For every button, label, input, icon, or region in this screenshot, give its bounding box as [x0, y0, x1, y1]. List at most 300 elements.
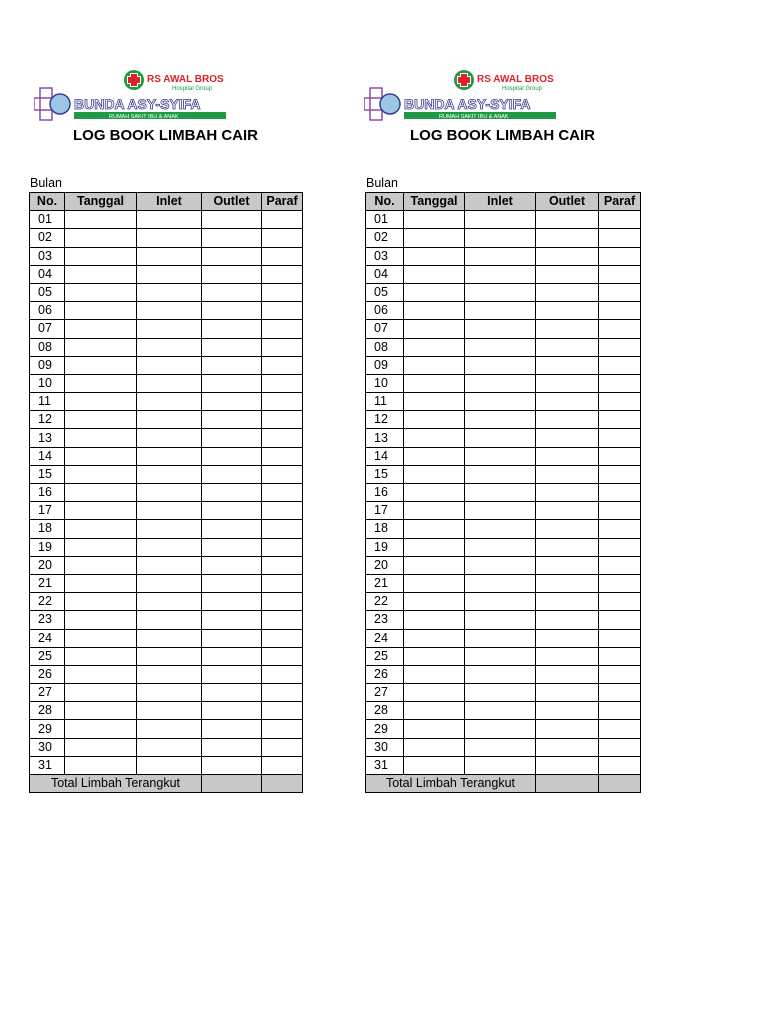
outlet-cell[interactable] [536, 229, 599, 247]
outlet-cell[interactable] [202, 684, 262, 702]
table-row [366, 684, 641, 702]
paraf-cell[interactable] [599, 265, 641, 283]
inlet-cell[interactable] [465, 411, 536, 429]
table-row [30, 538, 303, 556]
tanggal-cell[interactable] [65, 374, 137, 392]
row-number: 09 [366, 356, 404, 374]
outlet-cell[interactable] [202, 356, 262, 374]
tanggal-cell[interactable] [404, 665, 465, 683]
inlet-cell[interactable] [465, 647, 536, 665]
outlet-cell[interactable] [536, 429, 599, 447]
paraf-cell[interactable] [599, 229, 641, 247]
paraf-cell[interactable] [262, 320, 303, 338]
tanggal-cell[interactable] [65, 520, 137, 538]
tanggal-cell[interactable] [65, 647, 137, 665]
tanggal-cell[interactable] [65, 738, 137, 756]
inlet-cell[interactable] [465, 265, 536, 283]
inlet-cell[interactable] [465, 556, 536, 574]
row-number: 05 [30, 283, 65, 301]
paraf-cell[interactable] [599, 684, 641, 702]
table-row [30, 738, 303, 756]
outlet-cell[interactable] [536, 502, 599, 520]
inlet-cell[interactable] [137, 756, 202, 774]
outlet-cell[interactable] [202, 756, 262, 774]
inlet-cell[interactable] [465, 611, 536, 629]
tanggal-cell[interactable] [65, 720, 137, 738]
paraf-cell[interactable] [262, 265, 303, 283]
tanggal-cell[interactable] [65, 320, 137, 338]
tanggal-cell[interactable] [65, 665, 137, 683]
row-number: 15 [30, 465, 65, 483]
paraf-cell[interactable] [599, 356, 641, 374]
tanggal-cell[interactable] [404, 520, 465, 538]
tanggal-cell[interactable] [65, 265, 137, 283]
paraf-cell[interactable] [262, 538, 303, 556]
outlet-cell[interactable] [536, 738, 599, 756]
paraf-cell[interactable] [262, 647, 303, 665]
table-row [366, 356, 641, 374]
tanggal-cell[interactable] [65, 283, 137, 301]
tanggal-cell[interactable] [404, 356, 465, 374]
tanggal-cell[interactable] [65, 611, 137, 629]
brand-main-text: BUNDA ASY-SYIFA [404, 96, 531, 112]
outlet-cell[interactable] [536, 465, 599, 483]
inlet-cell[interactable] [137, 665, 202, 683]
outlet-cell[interactable] [202, 484, 262, 502]
paraf-cell[interactable] [262, 556, 303, 574]
outlet-cell[interactable] [536, 265, 599, 283]
tanggal-cell[interactable] [65, 393, 137, 411]
paraf-cell[interactable] [262, 738, 303, 756]
outlet-cell[interactable] [536, 302, 599, 320]
outlet-cell[interactable] [202, 647, 262, 665]
paraf-cell[interactable] [262, 593, 303, 611]
inlet-cell[interactable] [137, 247, 202, 265]
tanggal-cell[interactable] [65, 484, 137, 502]
paraf-cell[interactable] [599, 593, 641, 611]
outlet-cell[interactable] [536, 593, 599, 611]
table-row [30, 484, 303, 502]
inlet-cell[interactable] [465, 665, 536, 683]
total-row [366, 775, 641, 793]
inlet-cell[interactable] [137, 611, 202, 629]
paraf-cell[interactable] [599, 665, 641, 683]
outlet-cell[interactable] [202, 593, 262, 611]
tanggal-cell[interactable] [404, 338, 465, 356]
row-number: 03 [366, 247, 404, 265]
outlet-cell[interactable] [536, 247, 599, 265]
table-row [366, 283, 641, 301]
inlet-cell[interactable] [465, 756, 536, 774]
tanggal-cell[interactable] [65, 556, 137, 574]
tanggal-cell[interactable] [404, 629, 465, 647]
outlet-cell[interactable] [536, 393, 599, 411]
paraf-cell[interactable] [599, 738, 641, 756]
total-label: Total Limbah Terangkut [30, 775, 202, 793]
paraf-cell[interactable] [599, 465, 641, 483]
paraf-cell[interactable] [262, 283, 303, 301]
tanggal-cell[interactable] [65, 356, 137, 374]
table-row [366, 302, 641, 320]
inlet-cell[interactable] [465, 320, 536, 338]
tanggal-cell[interactable] [65, 447, 137, 465]
inlet-cell[interactable] [465, 247, 536, 265]
inlet-cell[interactable] [465, 538, 536, 556]
inlet-cell[interactable] [137, 538, 202, 556]
tanggal-cell[interactable] [65, 629, 137, 647]
paraf-cell[interactable] [262, 611, 303, 629]
inlet-cell[interactable] [465, 338, 536, 356]
outlet-cell[interactable] [202, 320, 262, 338]
paraf-cell[interactable] [599, 520, 641, 538]
inlet-cell[interactable] [465, 229, 536, 247]
outlet-cell[interactable] [536, 283, 599, 301]
paraf-cell[interactable] [262, 374, 303, 392]
inlet-cell[interactable] [137, 720, 202, 738]
paraf-cell[interactable] [262, 665, 303, 683]
outlet-cell[interactable] [536, 629, 599, 647]
tanggal-cell[interactable] [404, 556, 465, 574]
outlet-cell[interactable] [202, 429, 262, 447]
inlet-cell[interactable] [465, 211, 536, 229]
paraf-cell[interactable] [599, 393, 641, 411]
outlet-cell[interactable] [202, 465, 262, 483]
paraf-cell[interactable] [599, 629, 641, 647]
outlet-cell[interactable] [202, 574, 262, 592]
outlet-cell[interactable] [202, 502, 262, 520]
inlet-cell[interactable] [465, 302, 536, 320]
table-row [30, 465, 303, 483]
outlet-cell[interactable] [536, 720, 599, 738]
paraf-cell[interactable] [599, 411, 641, 429]
inlet-cell[interactable] [137, 265, 202, 283]
outlet-cell[interactable] [536, 538, 599, 556]
paraf-cell[interactable] [262, 411, 303, 429]
paraf-cell[interactable] [262, 393, 303, 411]
outlet-cell[interactable] [202, 211, 262, 229]
table-row [366, 556, 641, 574]
row-number: 23 [30, 611, 65, 629]
tanggal-cell[interactable] [404, 374, 465, 392]
inlet-cell[interactable] [465, 484, 536, 502]
row-number: 12 [366, 411, 404, 429]
tanggal-cell[interactable] [404, 229, 465, 247]
paraf-cell[interactable] [599, 338, 641, 356]
inlet-cell[interactable] [137, 447, 202, 465]
inlet-cell[interactable] [137, 484, 202, 502]
paraf-cell[interactable] [262, 211, 303, 229]
inlet-cell[interactable] [137, 229, 202, 247]
paraf-cell[interactable] [262, 629, 303, 647]
inlet-cell[interactable] [465, 374, 536, 392]
tanggal-cell[interactable] [404, 593, 465, 611]
tanggal-cell[interactable] [404, 502, 465, 520]
paraf-cell[interactable] [262, 447, 303, 465]
table-row [366, 484, 641, 502]
col-header-inlet: Inlet [465, 193, 536, 211]
inlet-cell[interactable] [465, 447, 536, 465]
outlet-cell[interactable] [202, 665, 262, 683]
inlet-cell[interactable] [137, 356, 202, 374]
table-row [366, 465, 641, 483]
inlet-cell[interactable] [137, 411, 202, 429]
table-row [30, 283, 303, 301]
outlet-cell[interactable] [202, 702, 262, 720]
tanggal-cell[interactable] [404, 302, 465, 320]
outlet-cell[interactable] [202, 556, 262, 574]
table-row [366, 247, 641, 265]
outlet-cell[interactable] [536, 574, 599, 592]
tanggal-cell[interactable] [404, 447, 465, 465]
inlet-cell[interactable] [465, 283, 536, 301]
paraf-cell[interactable] [262, 484, 303, 502]
total-outlet-cell[interactable] [536, 775, 599, 793]
tanggal-cell[interactable] [65, 502, 137, 520]
inlet-cell[interactable] [465, 520, 536, 538]
table-row [366, 211, 641, 229]
tanggal-cell[interactable] [65, 211, 137, 229]
outlet-cell[interactable] [536, 684, 599, 702]
row-number: 19 [30, 538, 65, 556]
inlet-cell[interactable] [137, 393, 202, 411]
paraf-cell[interactable] [262, 465, 303, 483]
row-number: 17 [30, 502, 65, 520]
outlet-cell[interactable] [202, 338, 262, 356]
inlet-cell[interactable] [137, 593, 202, 611]
inlet-cell[interactable] [465, 684, 536, 702]
inlet-cell[interactable] [137, 502, 202, 520]
paraf-cell[interactable] [262, 338, 303, 356]
tanggal-cell[interactable] [65, 302, 137, 320]
row-number: 07 [366, 320, 404, 338]
paraf-cell[interactable] [599, 538, 641, 556]
paraf-cell[interactable] [262, 429, 303, 447]
tanggal-cell[interactable] [404, 465, 465, 483]
paraf-cell[interactable] [262, 247, 303, 265]
paraf-cell[interactable] [262, 502, 303, 520]
paraf-cell[interactable] [599, 574, 641, 592]
tanggal-cell[interactable] [404, 393, 465, 411]
inlet-cell[interactable] [465, 702, 536, 720]
paraf-cell[interactable] [599, 320, 641, 338]
paraf-cell[interactable] [599, 283, 641, 301]
table-row [366, 265, 641, 283]
tanggal-cell[interactable] [65, 702, 137, 720]
paraf-cell[interactable] [599, 611, 641, 629]
inlet-cell[interactable] [465, 502, 536, 520]
tanggal-cell[interactable] [65, 538, 137, 556]
outlet-cell[interactable] [202, 611, 262, 629]
outlet-cell[interactable] [202, 738, 262, 756]
table-row [366, 538, 641, 556]
outlet-cell[interactable] [536, 338, 599, 356]
tanggal-cell[interactable] [404, 756, 465, 774]
paraf-cell[interactable] [262, 229, 303, 247]
paraf-cell[interactable] [262, 520, 303, 538]
outlet-cell[interactable] [536, 211, 599, 229]
inlet-cell[interactable] [137, 302, 202, 320]
inlet-cell[interactable] [465, 393, 536, 411]
inlet-cell[interactable] [465, 738, 536, 756]
outlet-cell[interactable] [536, 756, 599, 774]
outlet-cell[interactable] [202, 629, 262, 647]
paraf-cell[interactable] [262, 684, 303, 702]
outlet-cell[interactable] [202, 720, 262, 738]
tanggal-cell[interactable] [65, 411, 137, 429]
paraf-cell[interactable] [599, 502, 641, 520]
table-row [366, 720, 641, 738]
tanggal-cell[interactable] [404, 647, 465, 665]
outlet-cell[interactable] [536, 484, 599, 502]
tanggal-cell[interactable] [404, 611, 465, 629]
paraf-cell[interactable] [599, 374, 641, 392]
outlet-cell[interactable] [536, 520, 599, 538]
paraf-cell[interactable] [599, 302, 641, 320]
inlet-cell[interactable] [465, 429, 536, 447]
inlet-cell[interactable] [137, 684, 202, 702]
inlet-cell[interactable] [137, 465, 202, 483]
tanggal-cell[interactable] [65, 338, 137, 356]
table-row [366, 429, 641, 447]
outlet-cell[interactable] [536, 374, 599, 392]
inlet-cell[interactable] [137, 374, 202, 392]
table-row [366, 647, 641, 665]
inlet-cell[interactable] [137, 211, 202, 229]
inlet-cell[interactable] [465, 574, 536, 592]
tanggal-cell[interactable] [404, 684, 465, 702]
outlet-cell[interactable] [202, 538, 262, 556]
total-outlet-cell[interactable] [202, 775, 262, 793]
inlet-cell[interactable] [137, 556, 202, 574]
paraf-cell[interactable] [599, 247, 641, 265]
total-paraf-cell[interactable] [262, 775, 303, 793]
tanggal-cell[interactable] [65, 574, 137, 592]
hospital-logo [34, 68, 234, 122]
inlet-cell[interactable] [465, 593, 536, 611]
tanggal-cell[interactable] [404, 538, 465, 556]
inlet-cell[interactable] [465, 465, 536, 483]
inlet-cell[interactable] [137, 320, 202, 338]
table-row [30, 429, 303, 447]
paraf-cell[interactable] [599, 447, 641, 465]
inlet-cell[interactable] [137, 574, 202, 592]
inlet-cell[interactable] [137, 702, 202, 720]
outlet-cell[interactable] [536, 356, 599, 374]
outlet-cell[interactable] [202, 393, 262, 411]
tanggal-cell[interactable] [65, 247, 137, 265]
paraf-cell[interactable] [599, 556, 641, 574]
inlet-cell[interactable] [465, 356, 536, 374]
row-number: 11 [366, 393, 404, 411]
tanggal-cell[interactable] [65, 756, 137, 774]
paraf-cell[interactable] [599, 484, 641, 502]
paraf-cell[interactable] [599, 702, 641, 720]
paraf-cell[interactable] [599, 756, 641, 774]
outlet-cell[interactable] [202, 283, 262, 301]
table-row [366, 593, 641, 611]
outlet-cell[interactable] [536, 647, 599, 665]
paraf-cell[interactable] [262, 574, 303, 592]
tanggal-cell[interactable] [404, 574, 465, 592]
tanggal-cell[interactable] [404, 265, 465, 283]
tanggal-cell[interactable] [65, 684, 137, 702]
col-header-paraf: Paraf [262, 193, 303, 211]
inlet-cell[interactable] [137, 629, 202, 647]
outlet-cell[interactable] [202, 520, 262, 538]
total-paraf-cell[interactable] [599, 775, 641, 793]
bulan-label: Bulan [366, 176, 398, 190]
inlet-cell[interactable] [137, 520, 202, 538]
paraf-cell[interactable] [262, 302, 303, 320]
table-row [30, 447, 303, 465]
tanggal-cell[interactable] [65, 229, 137, 247]
table-row [30, 629, 303, 647]
table-row [30, 756, 303, 774]
row-number: 25 [366, 647, 404, 665]
inlet-cell[interactable] [137, 283, 202, 301]
tanggal-cell[interactable] [65, 465, 137, 483]
tanggal-cell[interactable] [404, 484, 465, 502]
paraf-cell[interactable] [599, 429, 641, 447]
paraf-cell[interactable] [599, 647, 641, 665]
outlet-cell[interactable] [202, 411, 262, 429]
outlet-cell[interactable] [202, 447, 262, 465]
paraf-cell[interactable] [262, 756, 303, 774]
outlet-cell[interactable] [202, 374, 262, 392]
row-number: 19 [366, 538, 404, 556]
tanggal-cell[interactable] [404, 411, 465, 429]
outlet-cell[interactable] [202, 302, 262, 320]
outlet-cell[interactable] [536, 702, 599, 720]
row-number: 21 [366, 574, 404, 592]
outlet-cell[interactable] [202, 265, 262, 283]
tanggal-cell[interactable] [404, 211, 465, 229]
tanggal-cell[interactable] [404, 429, 465, 447]
paraf-cell[interactable] [599, 211, 641, 229]
outlet-cell[interactable] [536, 411, 599, 429]
tanggal-cell[interactable] [404, 702, 465, 720]
inlet-cell[interactable] [465, 720, 536, 738]
paraf-cell[interactable] [599, 720, 641, 738]
tanggal-cell[interactable] [404, 320, 465, 338]
table-row [366, 756, 641, 774]
outlet-cell[interactable] [536, 665, 599, 683]
inlet-cell[interactable] [137, 429, 202, 447]
outlet-cell[interactable] [202, 247, 262, 265]
tanggal-cell[interactable] [404, 247, 465, 265]
outlet-cell[interactable] [536, 447, 599, 465]
inlet-cell[interactable] [137, 738, 202, 756]
paraf-cell[interactable] [262, 702, 303, 720]
outlet-cell[interactable] [202, 229, 262, 247]
outlet-cell[interactable] [536, 320, 599, 338]
paraf-cell[interactable] [262, 356, 303, 374]
table-row [30, 247, 303, 265]
tanggal-cell[interactable] [404, 738, 465, 756]
tanggal-cell[interactable] [65, 429, 137, 447]
row-number: 14 [30, 447, 65, 465]
outlet-cell[interactable] [536, 556, 599, 574]
inlet-cell[interactable] [137, 647, 202, 665]
tanggal-cell[interactable] [404, 720, 465, 738]
tanggal-cell[interactable] [404, 283, 465, 301]
col-header-tanggal: Tanggal [404, 193, 465, 211]
inlet-cell[interactable] [465, 629, 536, 647]
inlet-cell[interactable] [137, 338, 202, 356]
outlet-cell[interactable] [536, 611, 599, 629]
tanggal-cell[interactable] [65, 593, 137, 611]
paraf-cell[interactable] [262, 720, 303, 738]
